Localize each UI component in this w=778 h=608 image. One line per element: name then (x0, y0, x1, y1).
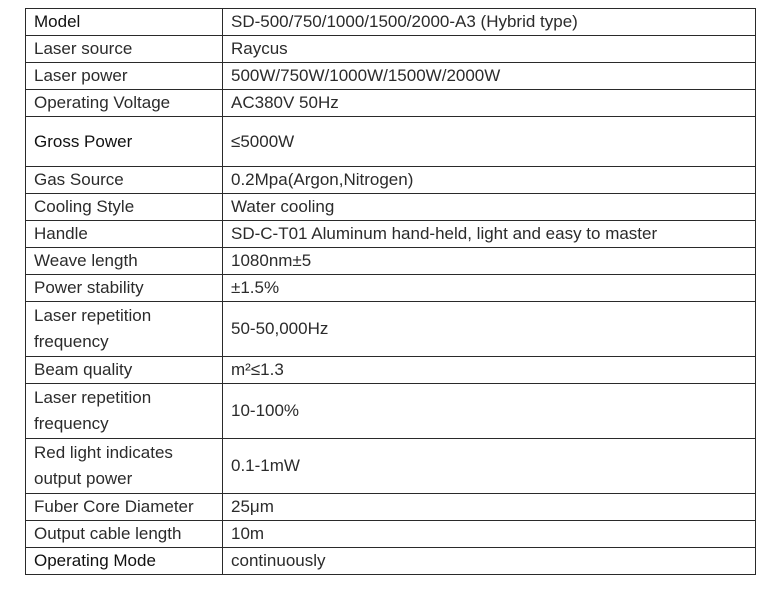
spec-label: Operating Mode (26, 548, 223, 575)
table-row (26, 521, 756, 548)
spec-value: 500W/750W/1000W/1500W/2000W (223, 63, 756, 90)
table-row (26, 221, 756, 248)
spec-label: Operating Voltage (26, 90, 223, 117)
spec-value: SD-C-T01 Aluminum hand-held, light and easy to master (223, 221, 756, 248)
spec-value: 10-100% (223, 384, 756, 439)
table-row (26, 357, 756, 384)
spec-label: Gross Power (26, 117, 223, 167)
spec-value: 10m (223, 521, 756, 548)
table-row (26, 302, 756, 357)
spec-label: Gas Source (26, 167, 223, 194)
spec-label: Weave length (26, 248, 223, 275)
spec-value: AC380V 50Hz (223, 90, 756, 117)
spec-value: continuously (223, 548, 756, 575)
spec-value: 1080nm±5 (223, 248, 756, 275)
spec-label: Laser repetition frequency (26, 302, 223, 357)
table-row (26, 494, 756, 521)
spec-label: Power stability (26, 275, 223, 302)
spec-value: 25μm (223, 494, 756, 521)
spec-value: m²≤1.3 (223, 357, 756, 384)
spec-table (25, 8, 756, 575)
table-row (26, 36, 756, 63)
spec-label: Red light indicates output power (26, 439, 223, 494)
table-row (26, 9, 756, 36)
table-row (26, 167, 756, 194)
spec-label: Beam quality (26, 357, 223, 384)
spec-value: 50-50,000Hz (223, 302, 756, 357)
spec-label: Cooling Style (26, 194, 223, 221)
table-row (26, 548, 756, 575)
spec-label: Handle (26, 221, 223, 248)
table-row (26, 275, 756, 302)
spec-value: SD-500/750/1000/1500/2000-A3 (Hybrid type) (223, 9, 756, 36)
table-row (26, 90, 756, 117)
table-row (26, 194, 756, 221)
spec-value: 0.2Mpa(Argon,Nitrogen) (223, 167, 756, 194)
spec-value: ≤5000W (223, 117, 756, 167)
spec-value: 0.1-1mW (223, 439, 756, 494)
spec-label: Model (26, 9, 223, 36)
spec-value: Raycus (223, 36, 756, 63)
spec-label: Laser power (26, 63, 223, 90)
table-row (26, 384, 756, 439)
table-row (26, 248, 756, 275)
spec-label: Output cable length (26, 521, 223, 548)
spec-value: Water cooling (223, 194, 756, 221)
table-row (26, 63, 756, 90)
spec-label: Fuber Core Diameter (26, 494, 223, 521)
spec-label: Laser source (26, 36, 223, 63)
spec-label: Laser repetition frequency (26, 384, 223, 439)
table-row (26, 117, 756, 167)
table-row (26, 439, 756, 494)
spec-value: ±1.5% (223, 275, 756, 302)
